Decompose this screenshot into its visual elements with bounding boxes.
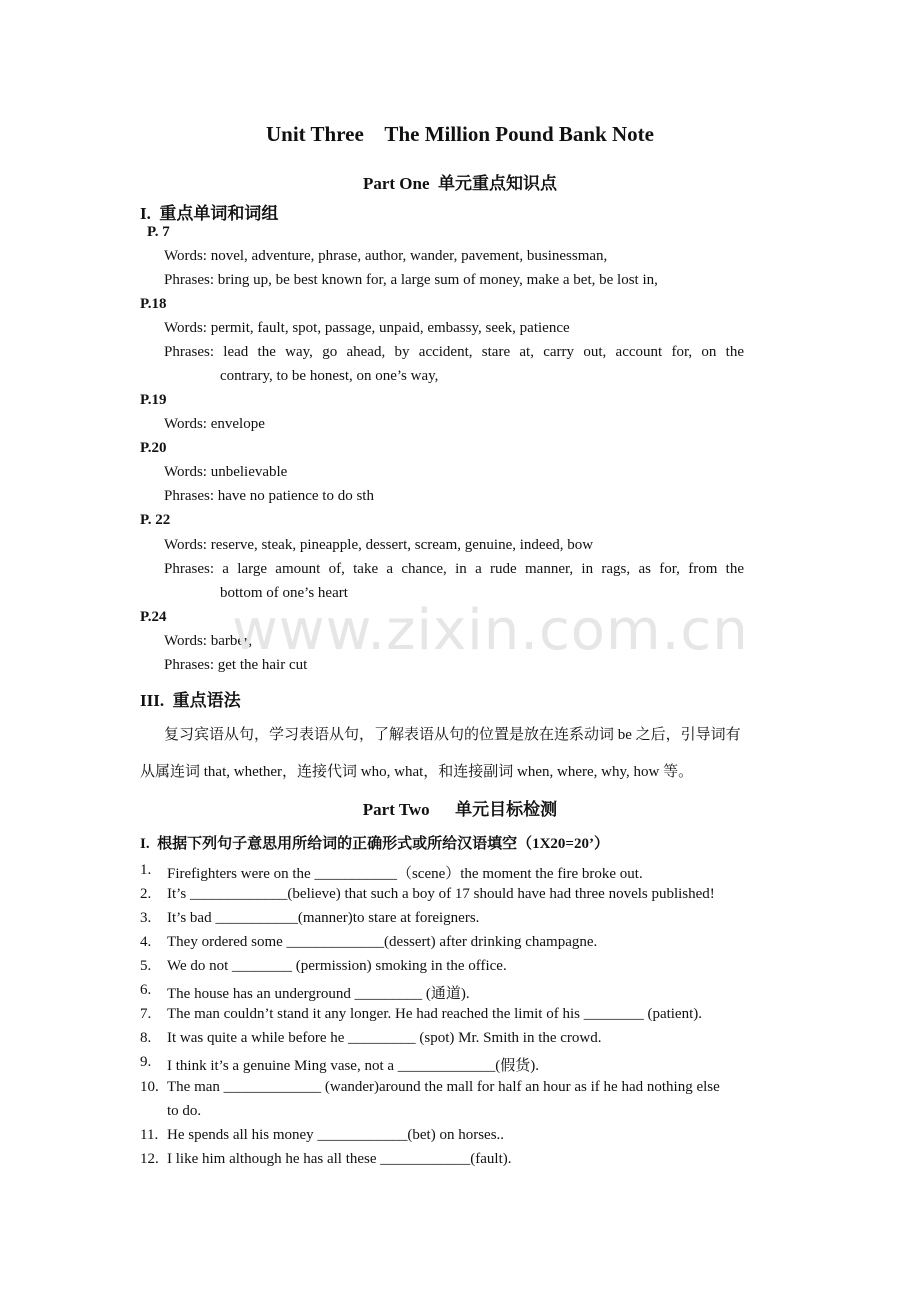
exercise-number: 2. xyxy=(140,886,152,902)
watermark: www.zixin.com.cn xyxy=(232,598,749,663)
exercise-number: 6. xyxy=(140,982,152,998)
exercise-number: 11. xyxy=(140,1127,159,1143)
p24-words: Words: barber, xyxy=(164,633,253,649)
exercise-number: 3. xyxy=(140,910,152,926)
exercise-number: 9. xyxy=(140,1054,152,1070)
p19-words: Words: envelope xyxy=(164,416,265,432)
exercise-number: 10. xyxy=(140,1079,159,1095)
exercise-item-text: We do not ________ (permission) smoking in the office. xyxy=(167,958,507,974)
p7-words: Words: novel, adventure, phrase, author, wander, pavement, businessman, xyxy=(164,248,608,264)
p7-phrases: Phrases: bring up, be best known for, a large sum of money, make a bet, be lost in, xyxy=(164,272,658,288)
p18-phrases-line2: contrary, to be honest, on one’s way, xyxy=(220,368,439,384)
grammar-text-line2: 从属连词 that, whether，连接代词 who, what，和连接副词 when, where, why, how 等。 xyxy=(140,764,694,780)
vocabulary-section-heading: I. 重点单词和词组 xyxy=(140,204,279,223)
exercise-number: 4. xyxy=(140,934,152,950)
p24-phrases: Phrases: get the hair cut xyxy=(164,657,308,673)
part-two-heading: Part Two 单元目标检测 xyxy=(362,800,558,819)
page-ref-p18: P.18 xyxy=(140,296,167,312)
grammar-section-heading: III. 重点语法 xyxy=(140,691,241,710)
exercise-item-text: The man _____________ (wander)around the mall for half an hour as if he had nothing else xyxy=(167,1079,720,1095)
exercise-item-text: He spends all his money ____________(bet) on horses.. xyxy=(167,1127,505,1143)
p20-phrases: Phrases: have no patience to do sth xyxy=(164,488,374,504)
page-ref-p24: P.24 xyxy=(140,609,167,625)
p20-words: Words: unbelievable xyxy=(164,464,288,480)
exercise-item-text-continued: to do. xyxy=(167,1103,202,1119)
p22-phrases-line2: bottom of one’s heart xyxy=(220,585,348,601)
exercise-item-text: It’s _____________(believe) that such a boy of 17 should have had three novels published! xyxy=(167,886,715,902)
exercise-item-text: It’s bad ___________(manner)to stare at foreigners. xyxy=(167,910,480,926)
p18-phrases-line1: Phrases: lead the way, go ahead, by accident, stare at, carry out, account for, on the xyxy=(164,344,744,360)
exercise-number: 7. xyxy=(140,1006,152,1022)
exercise-item-text: The man couldn’t stand it any longer. He had reached the limit of his ________ (patient). xyxy=(167,1006,703,1022)
exercise-item-text: I think it’s a genuine Ming vase, not a _____________(假货). xyxy=(167,1058,540,1074)
grammar-text-line1: 复习宾语从句，学习表语从句，了解表语从句的位置是放在连系动词 be 之后，引导词有 xyxy=(164,727,741,743)
exercise-item-text: They ordered some _____________(dessert) after drinking champagne. xyxy=(167,934,598,950)
p22-words: Words: reserve, steak, pineapple, dessert, scream, genuine, indeed, bow xyxy=(164,537,594,553)
exercise-number: 8. xyxy=(140,1030,152,1046)
page-ref-p22: P. 22 xyxy=(140,512,171,528)
page-ref-p20: P.20 xyxy=(140,440,167,456)
exercise-item-text: It was quite a while before he _________ (spot) Mr. Smith in the crowd. xyxy=(167,1030,602,1046)
exercise-number: 5. xyxy=(140,958,152,974)
exercise-item-text: Firefighters were on the ___________（scene）the moment the fire broke out. xyxy=(167,866,643,882)
exercise-number: 12. xyxy=(140,1151,159,1167)
p22-phrases-line1: Phrases: a large amount of, take a chance, in a rude manner, in rags, as for, from the xyxy=(164,561,744,577)
p18-words: Words: permit, fault, spot, passage, unpaid, embassy, seek, patience xyxy=(164,320,570,336)
document-title: Unit Three The Million Pound Bank Note xyxy=(266,122,654,146)
part-one-heading: Part One 单元重点知识点 xyxy=(362,174,558,193)
exercise-item-text: I like him although he has all these ____________(fault). xyxy=(167,1151,512,1167)
exercise-item-text: The house has an underground _________ (通道). xyxy=(167,986,470,1002)
exercise-section-heading: I. 根据下列句子意思用所给词的正确形式或所给汉语填空（1X20=20’） xyxy=(140,836,609,852)
page-ref-p7: P. 7 xyxy=(147,224,170,240)
page-ref-p19: P.19 xyxy=(140,392,167,408)
exercise-number: 1. xyxy=(140,862,152,878)
